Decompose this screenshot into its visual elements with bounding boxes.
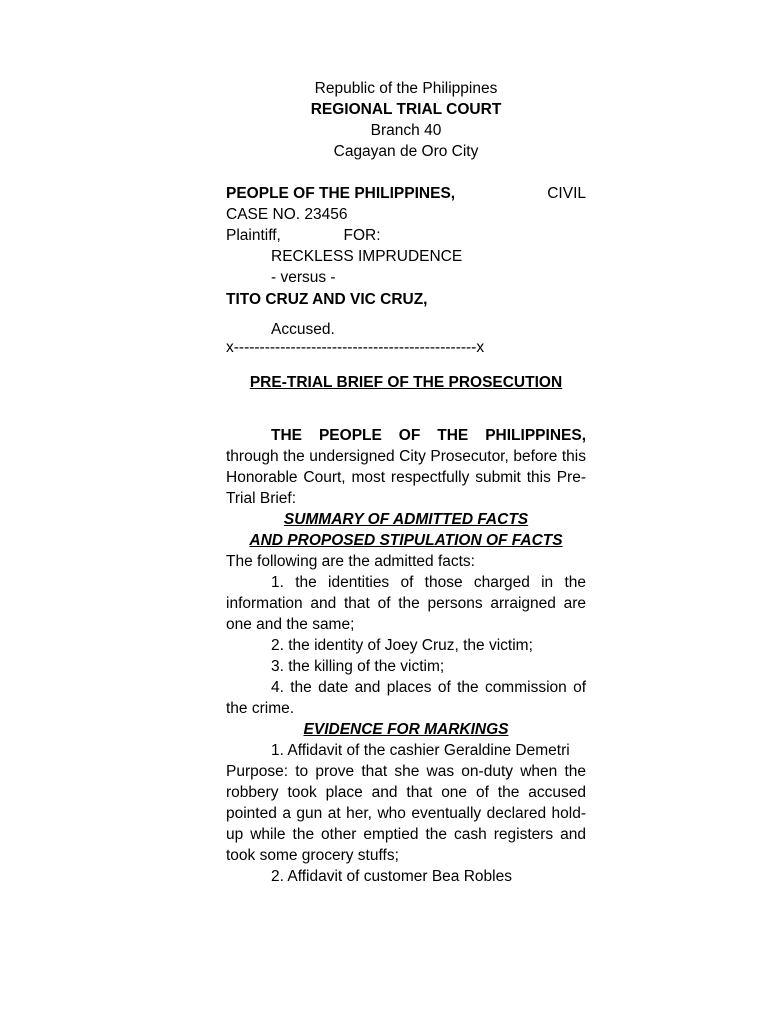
fact-item: 2. the identity of Joey Cruz, the victim; — [271, 637, 533, 654]
evidence-item-2: 2. Affidavit of customer Bea Robles — [271, 868, 512, 885]
plaintiff-name: PEOPLE OF THE PHILIPPINES, — [226, 185, 456, 202]
fact-item: 3. the killing of the victim; — [271, 658, 445, 675]
civil-label: CIVIL — [547, 185, 586, 202]
section1-lead: The following are the admitted facts: — [226, 553, 475, 570]
section-admitted-facts — [226, 509, 586, 719]
case-caption — [226, 183, 586, 288]
fact-item: 4. the date and places of the commission of the crime. — [226, 679, 586, 717]
intro-text: through the undersigned City Prosecutor, before this Honorable Court, most respectfully submit this Pre-Trial Brief: — [226, 448, 586, 507]
court-header — [226, 78, 586, 162]
section1-heading-2: AND PROPOSED STIPULATION OF FACTS — [249, 532, 563, 549]
caption-row-1 — [226, 183, 586, 204]
case-number: CASE NO. 23456 — [226, 206, 348, 223]
intro-paragraph — [226, 425, 586, 509]
section-evidence — [226, 719, 586, 887]
evidence-item-1: 1. Affidavit of the cashier Geraldine Demetri — [271, 742, 570, 759]
header-city: Cagayan de Oro City — [333, 143, 479, 160]
caption-separator: x-----------------------------------------------x — [226, 339, 485, 356]
accused-label: Accused. — [271, 321, 335, 338]
document-title: PRE-TRIAL BRIEF OF THE PROSECUTION — [249, 374, 563, 391]
caption-row-3 — [226, 225, 586, 246]
section2-heading: EVIDENCE FOR MARKINGS — [303, 721, 509, 738]
for-label: FOR: — [343, 227, 381, 244]
header-branch: Branch 40 — [370, 122, 442, 139]
plaintiff-label: Plaintiff, — [226, 227, 281, 244]
offense: RECKLESS IMPRUDENCE — [271, 248, 463, 265]
evidence-purpose-1: Purpose: to prove that she was on-duty when the robbery took place and that one of the accused pointed a gun at her, who eventually declared hold-up while the other emptied the cash registers and took some grocery stuffs; — [226, 763, 586, 864]
versus: - versus - — [271, 269, 336, 286]
accused-names: TITO CRUZ AND VIC CRUZ, — [226, 291, 428, 308]
header-republic: Republic of the Philippines — [314, 80, 498, 97]
header-court: REGIONAL TRIAL COURT — [310, 101, 502, 118]
intro-party: THE PEOPLE OF THE PHILIPPINES, — [271, 427, 586, 444]
section1-heading-1: SUMMARY OF ADMITTED FACTS — [283, 511, 529, 528]
fact-item: 1. the identities of those charged in the information and that of the persons arraigned are one and the same; — [226, 574, 586, 633]
